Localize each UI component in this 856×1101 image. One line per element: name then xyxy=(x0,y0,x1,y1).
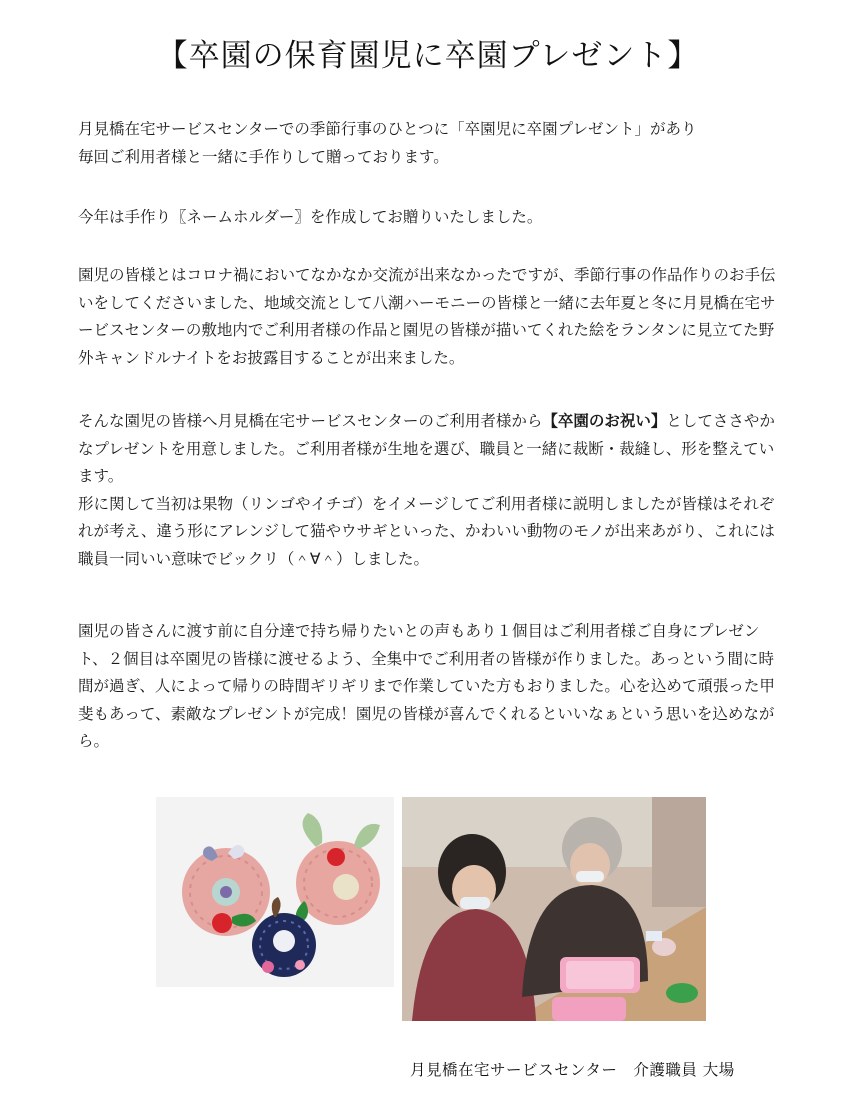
name-holder-crafts-photo xyxy=(156,797,394,987)
paragraph-completion: 園児の皆さんに渡す前に自分達で持ち帰りたいとの声もあり１個目はご利用者様ご自身にプレゼント、２個目は卒園児の皆様に渡せるよう、全集中でご利用者の皆様が作りました。あっという間に時間が過ぎ、人によって帰りの時間ギリギリまで作業していた方もおりました。心を込めて頑張った甲斐もあって、素敵なプレゼントが完成！園児の皆様が喜んでくれるといいなぁという思いを込めながら。 xyxy=(78,622,775,750)
paragraph-this-year: 今年は手作り〖ネームホルダー〗を作成してお贈りいたしました。 xyxy=(78,208,543,226)
name-holder-crafts-illustration xyxy=(156,797,394,987)
page-title: 【卒園の保育園児に卒園プレゼント】 xyxy=(156,38,700,74)
elders-crafting-illustration xyxy=(402,797,706,1021)
paragraph-present-text-2: としてささやかなプレゼントを用意しました。ご利用者様が生地を選び、職員と一緒に裁断・裁縫し、形を整えています。 形に関して当初は果物（リンゴやイチゴ）をイメージしてご利用者様に説明しましたが皆様はそれぞれが考え、違う形にアレンジして猫やウサギといった、かわいい動物のモノが出来あがり、これには職員一同いい意味でビックリ（＾∀＾）しました。 xyxy=(78,412,775,568)
paragraph-present-bold: 【卒園のお祝い】 xyxy=(542,412,667,430)
paragraph-present-text-1: そんな園児の皆様へ月見橋在宅サービスセンターのご利用者様から xyxy=(78,412,543,430)
paragraph-exchange: 園児の皆様とはコロナ禍においてなかなか交流が出来なかったですが、季節行事の作品作りのお手伝いをしてくださいました、地域交流として八潮ハーモニーの皆様と一緒に去年夏と冬に月見橋在宅サービスセンターの敷地内でご利用者様の作品と園児の皆様が描いてくれた絵をランタンに見立てた野外キャンドルナイトをお披露目することが出来ました。 xyxy=(78,266,776,367)
elders-crafting-photo xyxy=(402,797,706,1021)
paragraph-present xyxy=(78,408,778,573)
author-signature: 月見橋在宅サービスセンター 介護職員 大場 xyxy=(410,1061,735,1079)
paragraph-intro: 月見橋在宅サービスセンターでの季節行事のひとつに「卒園児に卒園プレゼント」があり 毎回ご利用者様と一緒に手作りして贈っております。 xyxy=(78,120,697,166)
